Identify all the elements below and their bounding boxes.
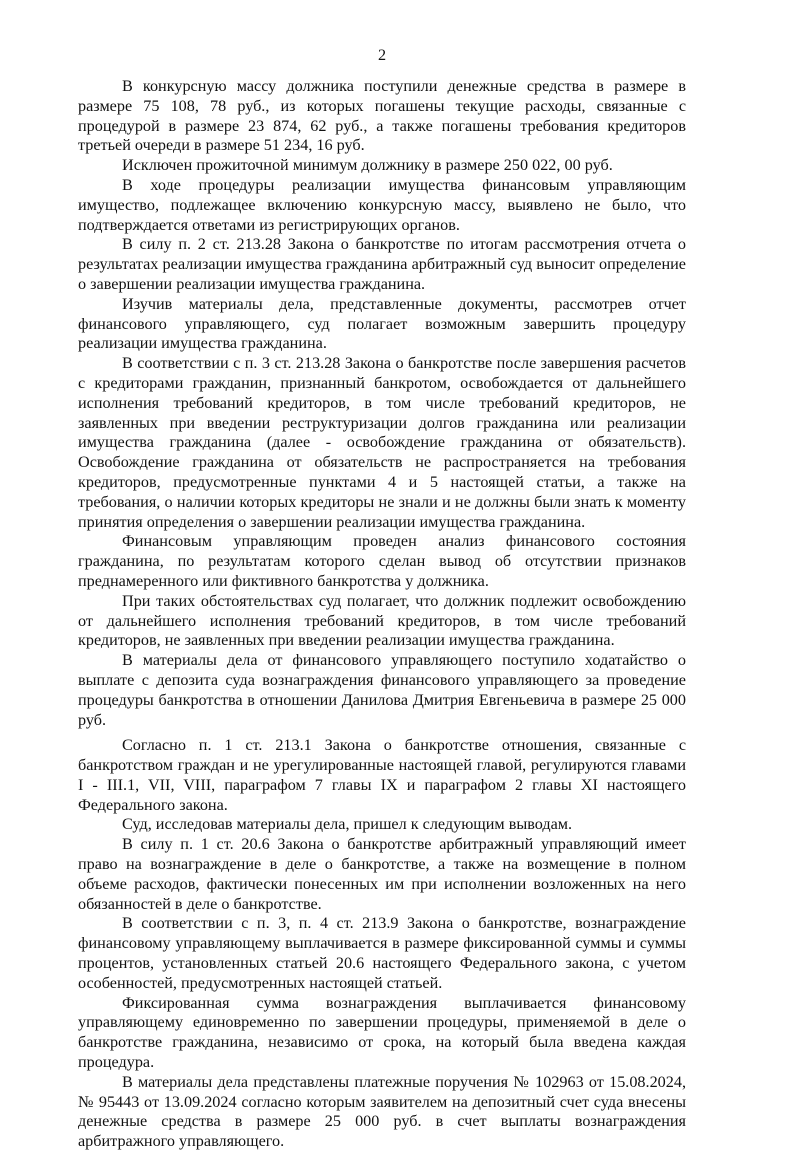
- page-number: 2: [377, 46, 387, 64]
- paragraph-article-213-28-p2: В силу п. 2 ст. 213.28 Закона о банкротстве по итогам рассмотрения отчета о результатах реализации имущества гражданина арбитражный суд выносит определение о завершении реализации имущества гражданина.: [78, 235, 686, 293]
- paragraph-article-20-6: В силу п. 1 ст. 20.6 Закона о банкротстве арбитражный управляющий имеет право на вознаграждение в деле о банкротстве, а также на возмещение в полном объеме расходов, фактически понесенных им при исполнении возложенных на него обязанностей в деле о банкротстве.: [78, 835, 686, 913]
- paragraph-fee-petition: В материалы дела от финансового управляющего поступило ходатайство о выплате с депозита суда вознаграждения финансового управляющего за проведение процедуры банкротства в отношении Данилова Дмитрия Евгеньевича в размере 25 000 руб.: [78, 651, 686, 729]
- paragraph-fixed-fee: Фиксированная сумма вознаграждения выплачивается финансовому управляющему единовременно по завершении процедуры, применяемой в деле о банкротстве гражданина, независимо от срока, на который была введена каждая процедура.: [78, 993, 686, 1072]
- paragraph-court-review: Изучив материалы дела, представленные документы, рассмотрев отчет финансового управляющего, суд полагает возможным завершить процедуру реализации имущества гражданина.: [78, 294, 686, 353]
- paragraph-subsistence-minimum: Исключен прожиточной минимум должнику в размере 250 022, 00 руб.: [122, 156, 613, 175]
- paragraph-article-213-28-p3: В соответствии с п. 3 ст. 213.28 Закона о банкротстве после завершения расчетов с кредиторами гражданин, признанный банкротом, освобождается от дальнейшего исполнения требований кредиторов, в том числе требований кредиторов, не заявленных при введении реструктуризации долгов гражданина или реализации имущества гражданина (далее - освобождение гражданина от обязательств). Освобождение гражданина от обязательств не распространяется на требования кредиторов, предусмотренные пунктами 4 и 5 настоящей статьи, а также на требования, о наличии которых кредиторы не знали и не должны были знать к моменту принятия определения о завершении реализации имущества гражданина.: [78, 354, 686, 531]
- paragraph-court-conclusions: Суд, исследовав материалы дела, пришел к следующим выводам.: [122, 815, 573, 834]
- paragraph-bankruptcy-estate-funds: В конкурсную массу должника поступили денежные средства в размере в размере 75 108, 78 руб., из которых погашены текущие расходы, связанные с процедурой в размере 23 874, 62 руб., а также погашены требования кредиторов третьей очереди в размере 51 234, 16 руб.: [78, 77, 686, 155]
- paragraph-article-213-1: Согласно п. 1 ст. 213.1 Закона о банкротстве отношения, связанные с банкротством граждан и не урегулированные настоящей главой, регулируются главами I - III.1, VII, VIII, параграфом 7 главы IX и параграфом 2 главы XI настоящего Федерального закона.: [78, 736, 686, 814]
- paragraph-article-213-9: В соответствии с п. 3, п. 4 ст. 213.9 Закона о банкротстве, вознаграждение финансовому управляющему выплачивается в размере фиксированной суммы и суммы процентов, установленных статьей 20.6 настоящего Федерального закона, с учетом особенностей, предусмотренных настоящей статьей.: [78, 914, 686, 992]
- document-body: [78, 77, 686, 1152]
- paragraph-financial-analysis: Финансовым управляющим проведен анализ финансового состояния гражданина, по результатам которого сделан вывод об отсутствии признаков преднамеренного или фиктивного банкротства у должника.: [78, 532, 686, 590]
- paragraph-property-not-found: В ходе процедуры реализации имущества финансовым управляющим имущество, подлежащее включению конкурсную массу, выявлено не было, что подтверждается ответами из регистрирующих органов.: [78, 175, 686, 234]
- paragraph-payment-orders: В материалы дела представлены платежные поручения № 102963 от 15.08.2024, № 95443 от 13.09.2024 согласно которым заявителем на депозитный счет суда внесены денежные средства в размере 25 000 руб. в счет выплаты вознаграждения арбитражного управляющего.: [78, 1072, 686, 1151]
- paragraph-release-from-obligations: При таких обстоятельствах суд полагает, что должник подлежит освобождению от дальнейшего исполнения требований кредиторов, в том числе требований кредиторов, не заявленных при введении реализации имущества гражданина.: [78, 591, 686, 650]
